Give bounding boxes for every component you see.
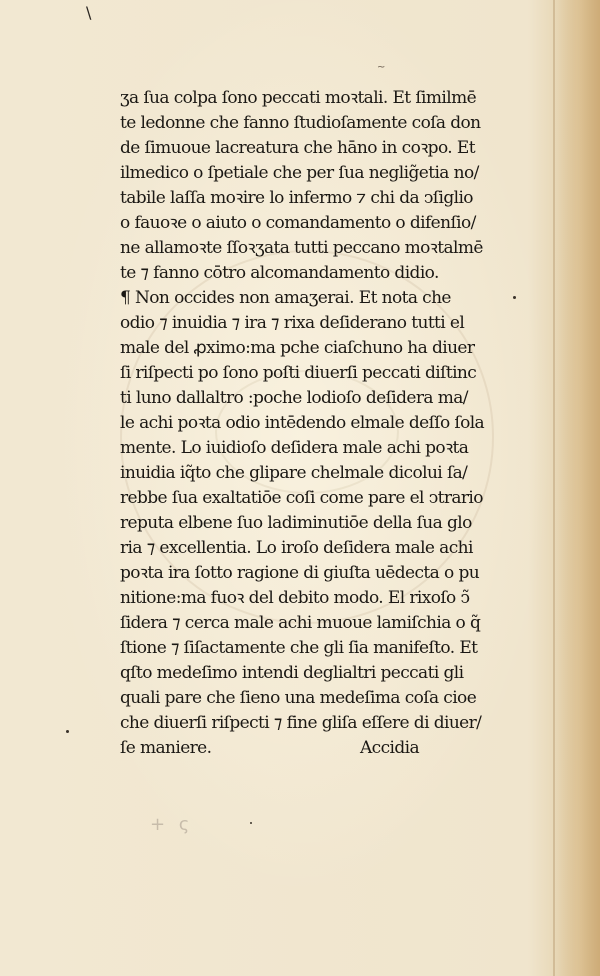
text-line: te ledonne che fanno ſtudioſamente coſa don bbox=[120, 113, 481, 133]
text-line: ¶ Non occides non amaʒerai. Et nota che bbox=[120, 288, 451, 308]
catchword: Accidia bbox=[360, 738, 420, 758]
text-line: qſto medeſimo intendi deglialtri peccati gli bbox=[120, 663, 464, 683]
page-edge-shadow bbox=[554, 0, 600, 976]
ink-mark-small: ~ bbox=[377, 62, 386, 73]
text-line: reputa elbene ſuo ladiminutiōe della ſua glo bbox=[120, 513, 472, 533]
text-line: de ſimuoue lacreatura che hāno in coꝛpo. Et bbox=[120, 138, 475, 158]
text-line: inuidia iq̃to che glipare chelmale dicolui ſa/ bbox=[120, 463, 468, 483]
text-line: che diuerſi riſpecti ⁊ fine gliſa eſſere di diuer/ bbox=[120, 713, 482, 733]
ink-mark: \ bbox=[86, 3, 92, 22]
faded-ink-mark: + ς bbox=[150, 814, 194, 835]
text-line: ne allamoꝛte ſſoꝛʒata tutti peccano moꝛtalmē bbox=[120, 238, 483, 258]
text-line: te ⁊ fanno cōtro alcomandamento didio. bbox=[120, 263, 439, 283]
text-line: nitione:ma fuoꝛ del debito modo. El rixoſo ↄ̃ bbox=[120, 588, 470, 608]
text-line-last bbox=[120, 736, 550, 761]
ink-speck bbox=[66, 730, 69, 733]
text-line: ti luno dallaltro :poche lodioſo deſidera ma/ bbox=[120, 388, 468, 408]
text-line: mente. Lo iuidioſo deſidera male achi poꝛta bbox=[120, 438, 469, 458]
text-line: o fauoꝛe o aiuto o comandamento o difenſio/ bbox=[120, 213, 476, 233]
body-text bbox=[120, 86, 550, 761]
text-line: ria ⁊ excellentia. Lo iroſo deſidera male achi bbox=[120, 538, 473, 558]
text-line: rebbe ſua exaltatiōe coſi come pare el ↄtrario bbox=[120, 488, 483, 508]
text-line: male del ꝓximo:ma pche ciaſchuno ha diuer bbox=[120, 338, 475, 358]
text-line: ilmedico o ſpetiale che per ſua neglig̃etia no/ bbox=[120, 163, 479, 183]
ink-speck bbox=[513, 296, 516, 299]
text-line: ſi riſpecti po ſono poſti diuerſi peccati diſtinc bbox=[120, 363, 477, 383]
text-line: odio ⁊ inuidia ⁊ ira ⁊ rixa deſiderano tutti el bbox=[120, 313, 465, 333]
text-line: ſtione ⁊ ſiſactamente che gli ſia manifeſto. Et bbox=[120, 638, 478, 658]
text-line: ſidera ⁊ cerca male achi muoue lamiſchia o q̃ bbox=[120, 613, 481, 633]
text-line-end: ſe maniere. bbox=[120, 738, 212, 758]
ink-speck bbox=[250, 822, 252, 824]
text-line: ʒa ſua colpa ſono peccati moꝛtali. Et ſimilmē bbox=[120, 88, 477, 108]
text-line: le achi poꝛta odio intēdendo elmale deſſo ſola bbox=[120, 413, 485, 433]
page-edge-line bbox=[553, 0, 555, 976]
text-line: quali pare che ſieno una medeſima coſa cioe bbox=[120, 688, 477, 708]
text-line: tabile laſſa moꝛire lo infermo ⁊ chi da ↄſiglio bbox=[120, 188, 473, 208]
text-line: poꝛta ira ſotto ragione di giuſta uēdecta o pu bbox=[120, 563, 480, 583]
